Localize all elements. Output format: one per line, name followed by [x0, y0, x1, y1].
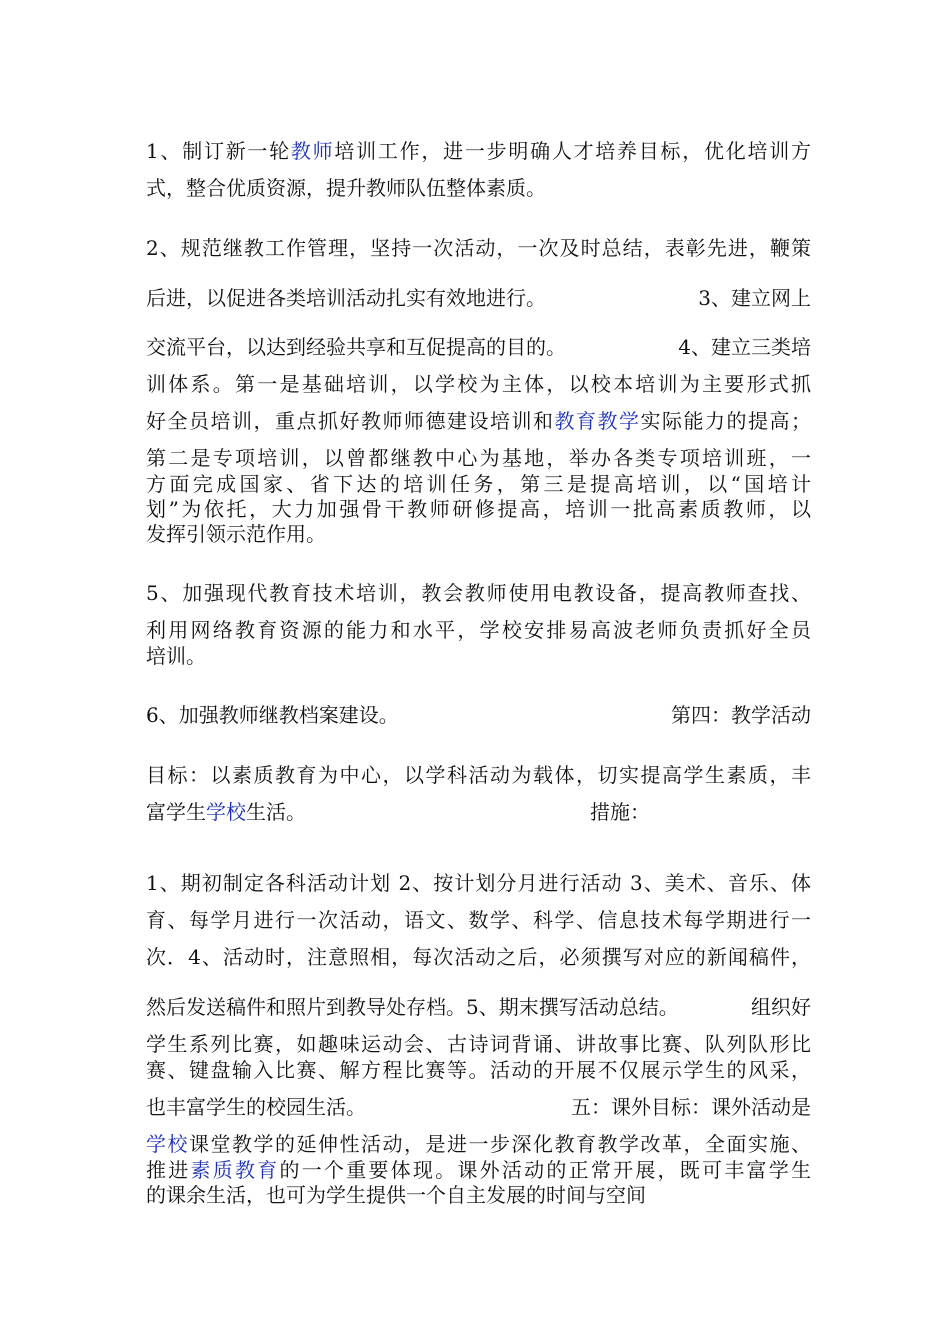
school-link[interactable]: 学校 — [206, 800, 246, 824]
text-segment: 培训工作，进一步明确人才培养目标，优化培训方 — [334, 139, 811, 163]
paragraph-6-line-7 — [146, 1094, 811, 1120]
text-segment: 6、加强教师继教档案建设。 — [146, 703, 399, 727]
teacher-link[interactable]: 教师 — [290, 139, 335, 163]
quality-education-link[interactable]: 素质教育 — [190, 1158, 280, 1182]
paragraph-3-line-2: 利用网络教育资源的能力和水平，学校安排易高波老师负责抓好全员 — [146, 618, 811, 642]
measures-label: 措施： — [590, 800, 650, 824]
paragraph-5-line-1: 目标：以素质教育为中心，以学科活动为载体，切实提高学生素质，丰 — [146, 763, 811, 787]
text-segment-right: 组织好 — [751, 995, 811, 1019]
text-segment: 后进，以促进各类培训活动扎实有效地进行。 — [146, 286, 546, 310]
education-teaching-link[interactable]: 教育教学 — [554, 409, 641, 433]
paragraph-2-line-7: 方面完成国家、省下达的培训任务，第三是提高培训，以“国培计 — [146, 472, 811, 496]
paragraph-2-line-1: 2、规范继教工作管理，坚持一次活动，一次及时总结，表彰先进，鞭策 — [146, 236, 811, 260]
paragraph-2-line-3 — [146, 334, 811, 360]
text-segment-right: 五：课外目标：课外活动是 — [571, 1095, 811, 1119]
paragraph-2-line-6: 第二是专项培训，以曾都继教中心为基地，举办各类专项培训班，一 — [146, 446, 811, 470]
paragraph-1-line-2: 式，整合优质资源，提升教师队伍整体素质。 — [146, 176, 546, 200]
paragraph-1-line-1 — [146, 138, 811, 164]
paragraph-6-line-2: 育、每学月进行一次活动，语文、数学、科学、信息技术每学期进行一 — [146, 908, 811, 932]
paragraph-6-line-8 — [146, 1131, 811, 1157]
text-segment: 好全员培训，重点抓好教师师德建设培训和 — [146, 409, 555, 433]
text-segment: 的一个重要体现。课外活动的正常开展，既可丰富学生 — [279, 1158, 812, 1182]
paragraph-4-line-1 — [146, 702, 811, 728]
paragraph-2-line-2 — [146, 285, 811, 311]
text-segment: 推进 — [146, 1158, 191, 1182]
text-segment: 实际能力的提高； — [640, 409, 811, 433]
text-segment-right: 3、建立网上 — [698, 286, 811, 310]
paragraph-2-line-5 — [146, 408, 811, 434]
text-segment: 然后发送稿件和照片到教导处存档。5、期末撰写活动总结。 — [146, 995, 679, 1019]
paragraph-6-line-4 — [146, 994, 811, 1020]
paragraph-5-line-2 — [146, 799, 811, 825]
paragraph-6-line-6: 赛、键盘输入比赛、解方程比赛等。活动的开展不仅展示学生的风采， — [146, 1058, 811, 1082]
paragraph-2-line-4: 训体系。第一是基础培训，以学校为主体，以校本培训为主要形式抓 — [146, 372, 811, 396]
text-segment: 交流平台，以达到经验共享和互促提高的目的。 — [146, 335, 566, 359]
paragraph-6-line-9 — [146, 1157, 811, 1183]
paragraph-6-line-10: 的课余生活，也可为学生提供一个自主发展的时间与空间 — [146, 1183, 646, 1207]
paragraph-6-line-3: 次．4、活动时，注意照相，每次活动之后，必须撰写对应的新闻稿件， — [146, 945, 811, 969]
paragraph-2-line-8: 划”为依托，大力加强骨干教师研修提高，培训一批高素质教师，以 — [146, 497, 811, 521]
paragraph-3-line-1: 5、加强现代教育技术培训，教会教师使用电教设备，提高教师查找、 — [146, 581, 811, 605]
text-segment: 生活。 — [246, 800, 306, 824]
text-segment: 也丰富学生的校园生活。 — [146, 1095, 366, 1119]
paragraph-2-line-9: 发挥引领示范作用。 — [146, 522, 326, 546]
text-segment: 课堂教学的延伸性活动，是进一步深化教育教学改革，全面实施、 — [189, 1132, 811, 1156]
text-segment: 富学生 — [146, 800, 206, 824]
paragraph-3-line-3: 培训。 — [146, 644, 206, 668]
text-segment-right: 第四：教学活动 — [671, 703, 811, 727]
paragraph-6-line-5: 学生系列比赛，如趣味运动会、古诗词背诵、讲故事比赛、队列队形比 — [146, 1032, 811, 1056]
text-segment: 1、制订新一轮 — [146, 139, 291, 163]
text-segment-right: 4、建立三类培 — [678, 335, 811, 359]
paragraph-6-line-1: 1、期初制定各科活动计划 2、按计划分月进行活动 3、美术、音乐、体 — [146, 871, 811, 895]
school-link-2[interactable]: 学校 — [146, 1132, 189, 1156]
